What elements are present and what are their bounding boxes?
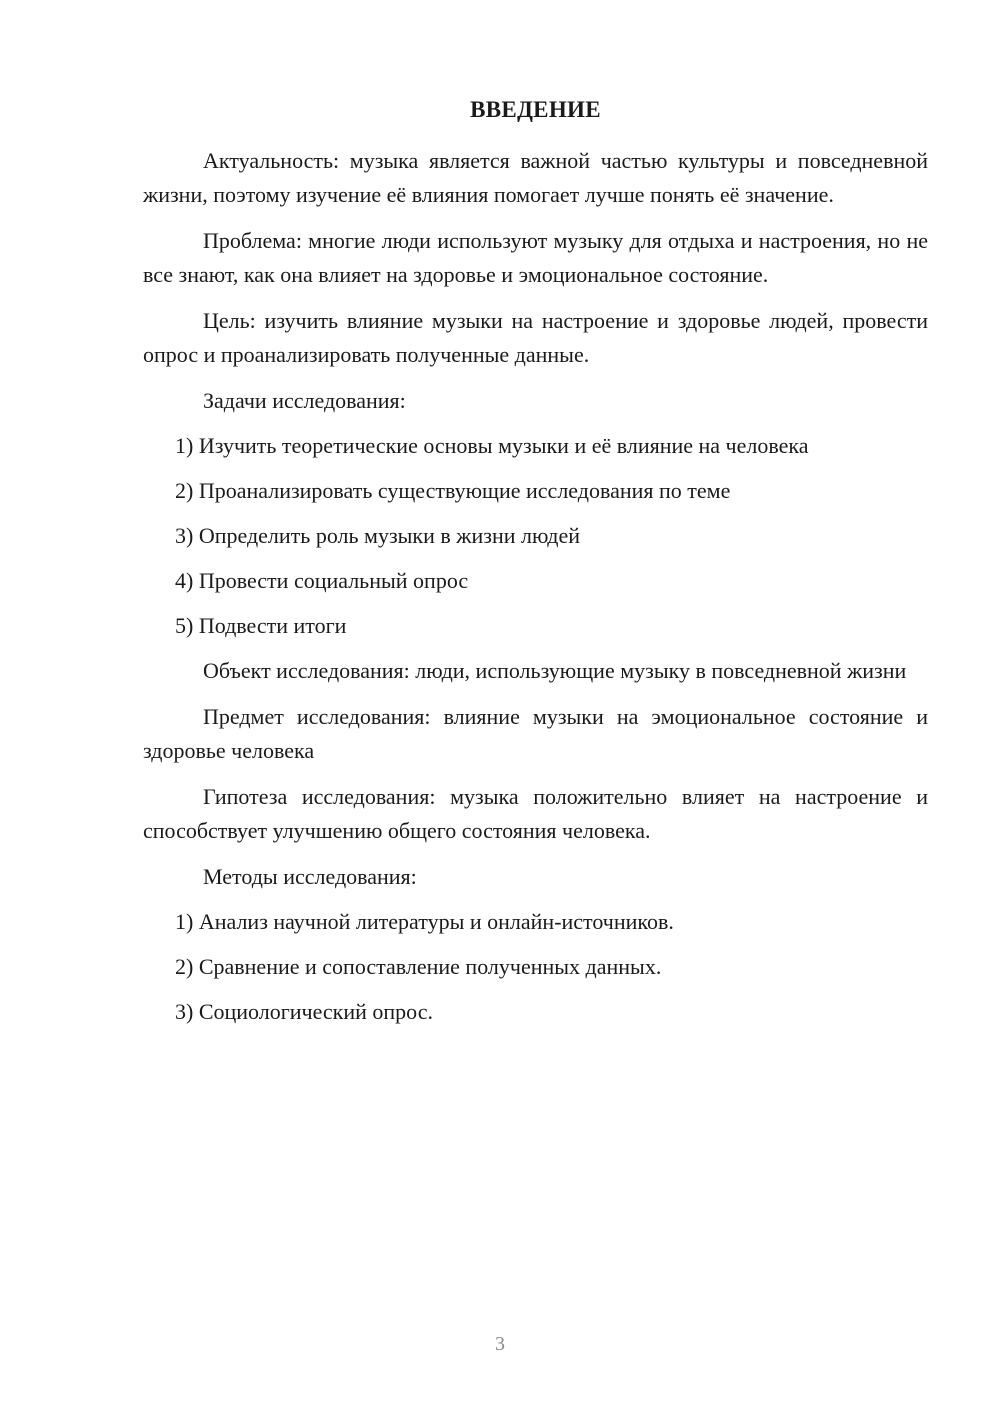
method-item: 3) Социологический опрос. (175, 999, 433, 1024)
page-title: ВВЕДЕНИЕ (470, 97, 601, 122)
relevance-paragraph: Актуальность: музыка является важной частью культуры и повседневной жизни, поэтому изучение её влияния помогает лучше понять её значение. (143, 148, 928, 207)
method-item: 2) Сравнение и сопоставление полученных данных. (175, 954, 662, 979)
task-item: 3) Определить роль музыки в жизни людей (175, 523, 581, 548)
method-item: 1) Анализ научной литературы и онлайн-источников. (175, 909, 674, 934)
problem-paragraph: Проблема: многие люди используют музыку для отдыха и настроения, но не все знают, как она влияет на здоровье и эмоциональное состояние. (143, 228, 928, 287)
tasks-title: Задачи исследования: (203, 388, 406, 413)
hypothesis-paragraph: Гипотеза исследования: музыка положительно влияет на настроение и способствует улучшению общего состояния человека. (143, 784, 928, 843)
task-item: 5) Подвести итоги (175, 613, 347, 638)
methods-title: Методы исследования: (203, 864, 417, 889)
task-item: 2) Проанализировать существующие исследования по теме (175, 478, 731, 503)
goal-paragraph: Цель: изучить влияние музыки на настроение и здоровье людей, провести опрос и проанализировать полученные данные. (143, 308, 928, 367)
page-content (143, 92, 928, 1040)
object-paragraph: Объект исследования: люди, использующие музыку в повседневной жизни (203, 658, 907, 683)
subject-paragraph: Предмет исследования: влияние музыки на эмоциональное состояние и здоровье человека (143, 704, 928, 763)
task-item: 1) Изучить теоретические основы музыки и её влияние на человека (175, 433, 809, 458)
task-item: 4) Провести социальный опрос (175, 568, 469, 593)
page-number: 3 (495, 1333, 505, 1355)
